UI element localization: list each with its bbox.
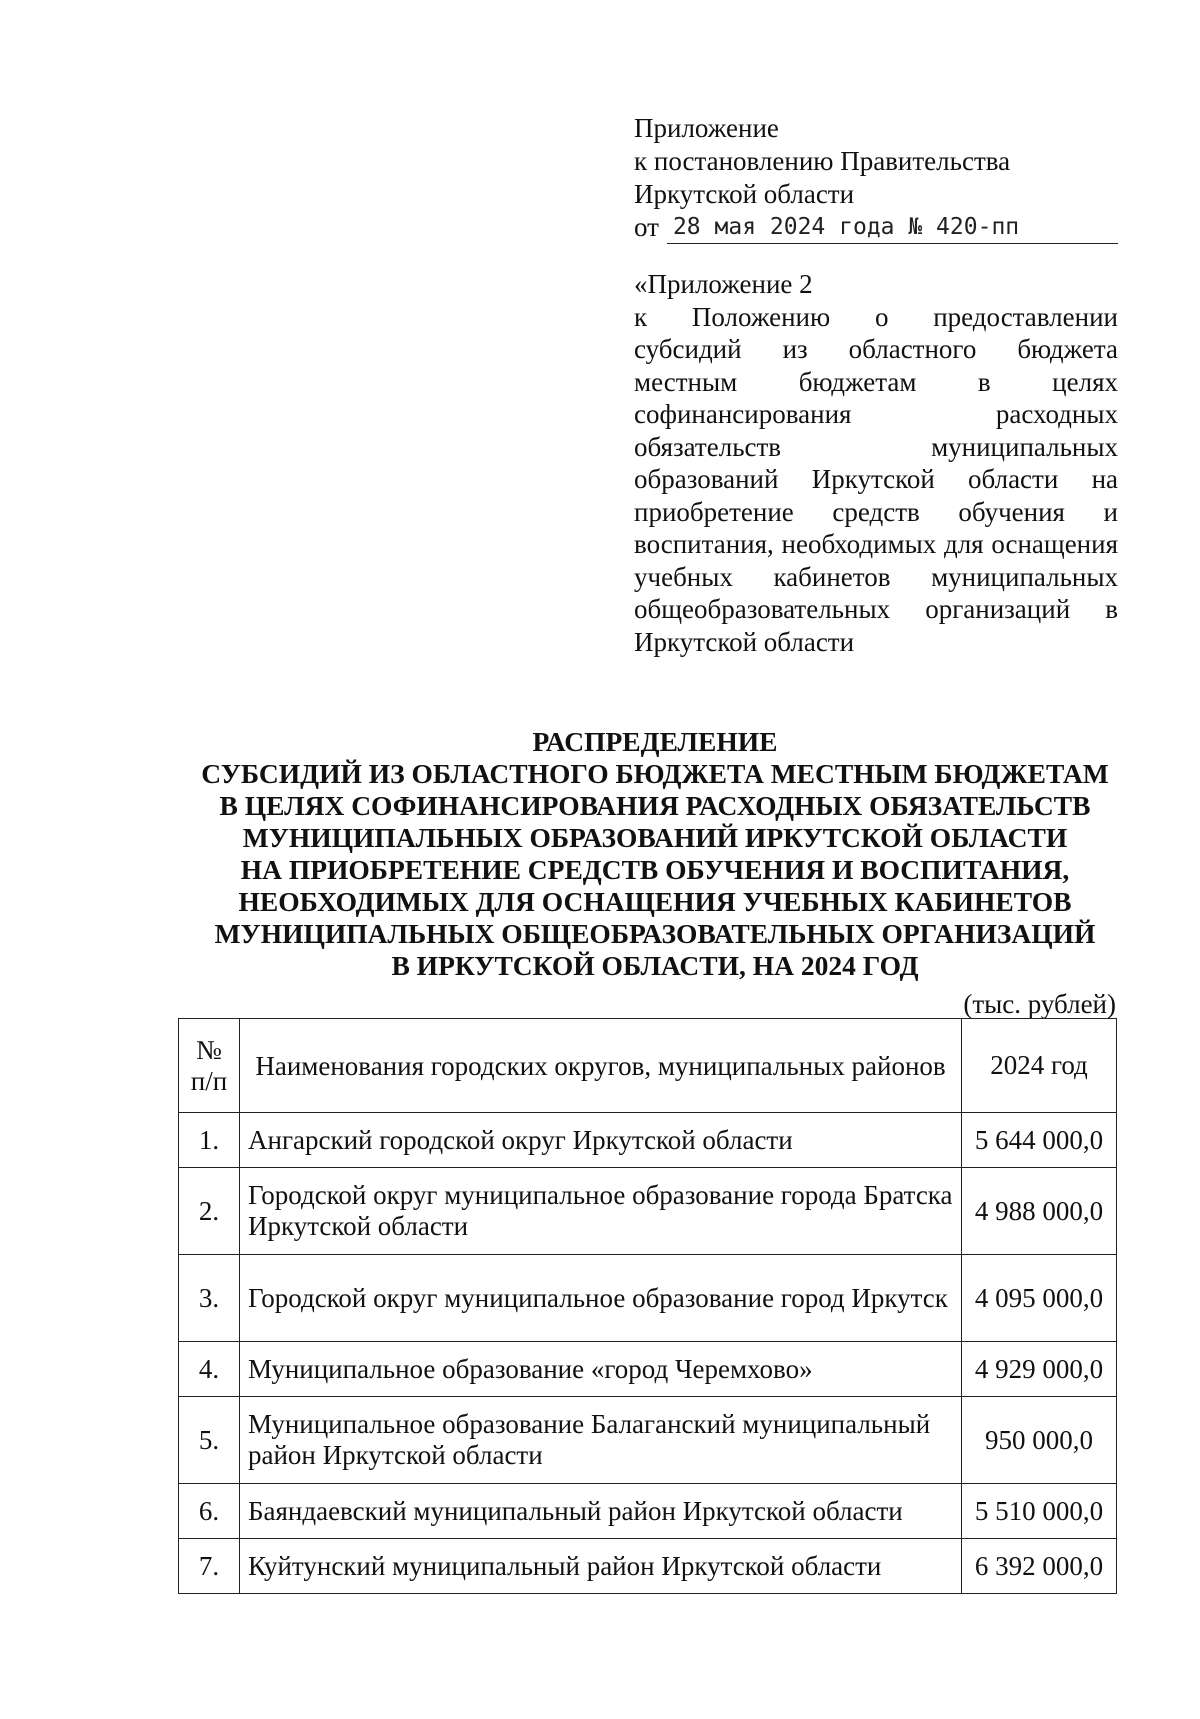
table-row xyxy=(179,1113,1117,1168)
header-number-line1: № xyxy=(196,1034,222,1065)
header-number xyxy=(179,1019,240,1113)
annex2-body: к Положению о предоставлении субсидий из областного бюджета местным бюджетам в целях софинансирования расходных обязательств муниципальных образований Иркутской области на приобретение средств обучения и воспитания, необходимых для оснащения учебных кабинетов муниципальных общеобразовательных организаций в Иркутской области xyxy=(634,301,1118,657)
header-year: 2024 год xyxy=(962,1019,1117,1113)
row-number: 6. xyxy=(179,1484,240,1539)
row-amount: 6 392 000,0 xyxy=(962,1539,1117,1594)
annex2-title: «Приложение 2 xyxy=(634,269,813,299)
title-line-6: НЕОБХОДИМЫХ ДЛЯ ОСНАЩЕНИЯ УЧЕБНЫХ КАБИНЕТОВ xyxy=(238,886,1072,917)
row-amount: 950 000,0 xyxy=(962,1397,1117,1484)
appendix-resolution-line: к постановлению Правительства xyxy=(634,146,1011,176)
title-line-1: РАСПРЕДЕЛЕНИЕ xyxy=(532,726,778,757)
row-amount: 5 644 000,0 xyxy=(962,1113,1117,1168)
row-amount: 4 929 000,0 xyxy=(962,1342,1117,1397)
header-name: Наименования городских округов, муниципальных районов xyxy=(240,1019,962,1113)
table-header-row xyxy=(179,1019,1117,1113)
row-amount: 4 095 000,0 xyxy=(962,1255,1117,1342)
row-name: Муниципальное образование «город Черемхово» xyxy=(240,1342,962,1397)
row-name: Городской округ муниципальное образование город Иркутск xyxy=(240,1255,962,1342)
header-number-line2: п/п xyxy=(190,1065,228,1096)
title-line-4: МУНИЦИПАЛЬНЫХ ОБРАЗОВАНИЙ ИРКУТСКОЙ ОБЛАСТИ xyxy=(242,822,1068,853)
appendix-region-line: Иркутской области xyxy=(634,179,855,209)
row-number: 2. xyxy=(179,1168,240,1255)
row-number: 3. xyxy=(179,1255,240,1342)
table-row xyxy=(179,1484,1117,1539)
title-line-5: НА ПРИОБРЕТЕНИЕ СРЕДСТВ ОБУЧЕНИЯ И ВОСПИТАНИЯ, xyxy=(240,854,1070,885)
title-line-2: СУБСИДИЙ ИЗ ОБЛАСТНОГО БЮДЖЕТА МЕСТНЫМ БЮДЖЕТАМ xyxy=(201,758,1109,789)
document-title xyxy=(160,726,1150,982)
table-row xyxy=(179,1255,1117,1342)
row-number: 4. xyxy=(179,1342,240,1397)
row-name: Баяндаевский муниципальный район Иркутской области xyxy=(240,1484,962,1539)
row-number: 1. xyxy=(179,1113,240,1168)
row-number: 5. xyxy=(179,1397,240,1484)
row-name: Городской округ муниципальное образование города Братска Иркутской области xyxy=(240,1168,962,1255)
table-row xyxy=(179,1539,1117,1594)
annex2-header xyxy=(634,268,1118,658)
title-line-8: В ИРКУТСКОЙ ОБЛАСТИ, НА 2024 ГОД xyxy=(391,950,919,981)
row-amount: 4 988 000,0 xyxy=(962,1168,1117,1255)
row-name: Куйтунский муниципальный район Иркутской области xyxy=(240,1539,962,1594)
table-row xyxy=(179,1397,1117,1484)
date-prefix: от xyxy=(634,212,659,242)
row-amount: 5 510 000,0 xyxy=(962,1484,1117,1539)
units-label: (тыс. рублей) xyxy=(963,989,1116,1019)
title-line-3: В ЦЕЛЯХ СОФИНАНСИРОВАНИЯ РАСХОДНЫХ ОБЯЗАТЕЛЬСТВ xyxy=(219,790,1091,821)
title-line-7: МУНИЦИПАЛЬНЫХ ОБЩЕОБРАЗОВАТЕЛЬНЫХ ОРГАНИЗАЦИЙ xyxy=(214,918,1096,949)
appendix-date-line xyxy=(634,211,1118,244)
table-row xyxy=(179,1342,1117,1397)
row-name: Муниципальное образование Балаганский муниципальный район Иркутской области xyxy=(240,1397,962,1484)
table-row xyxy=(179,1168,1117,1255)
row-name: Ангарский городской округ Иркутской области xyxy=(240,1113,962,1168)
appendix-header xyxy=(634,112,1118,244)
date-value: 28 мая 2024 года № 420-пп xyxy=(667,211,1118,244)
appendix-label: Приложение xyxy=(634,113,779,143)
distribution-table xyxy=(178,1018,1117,1594)
row-number: 7. xyxy=(179,1539,240,1594)
